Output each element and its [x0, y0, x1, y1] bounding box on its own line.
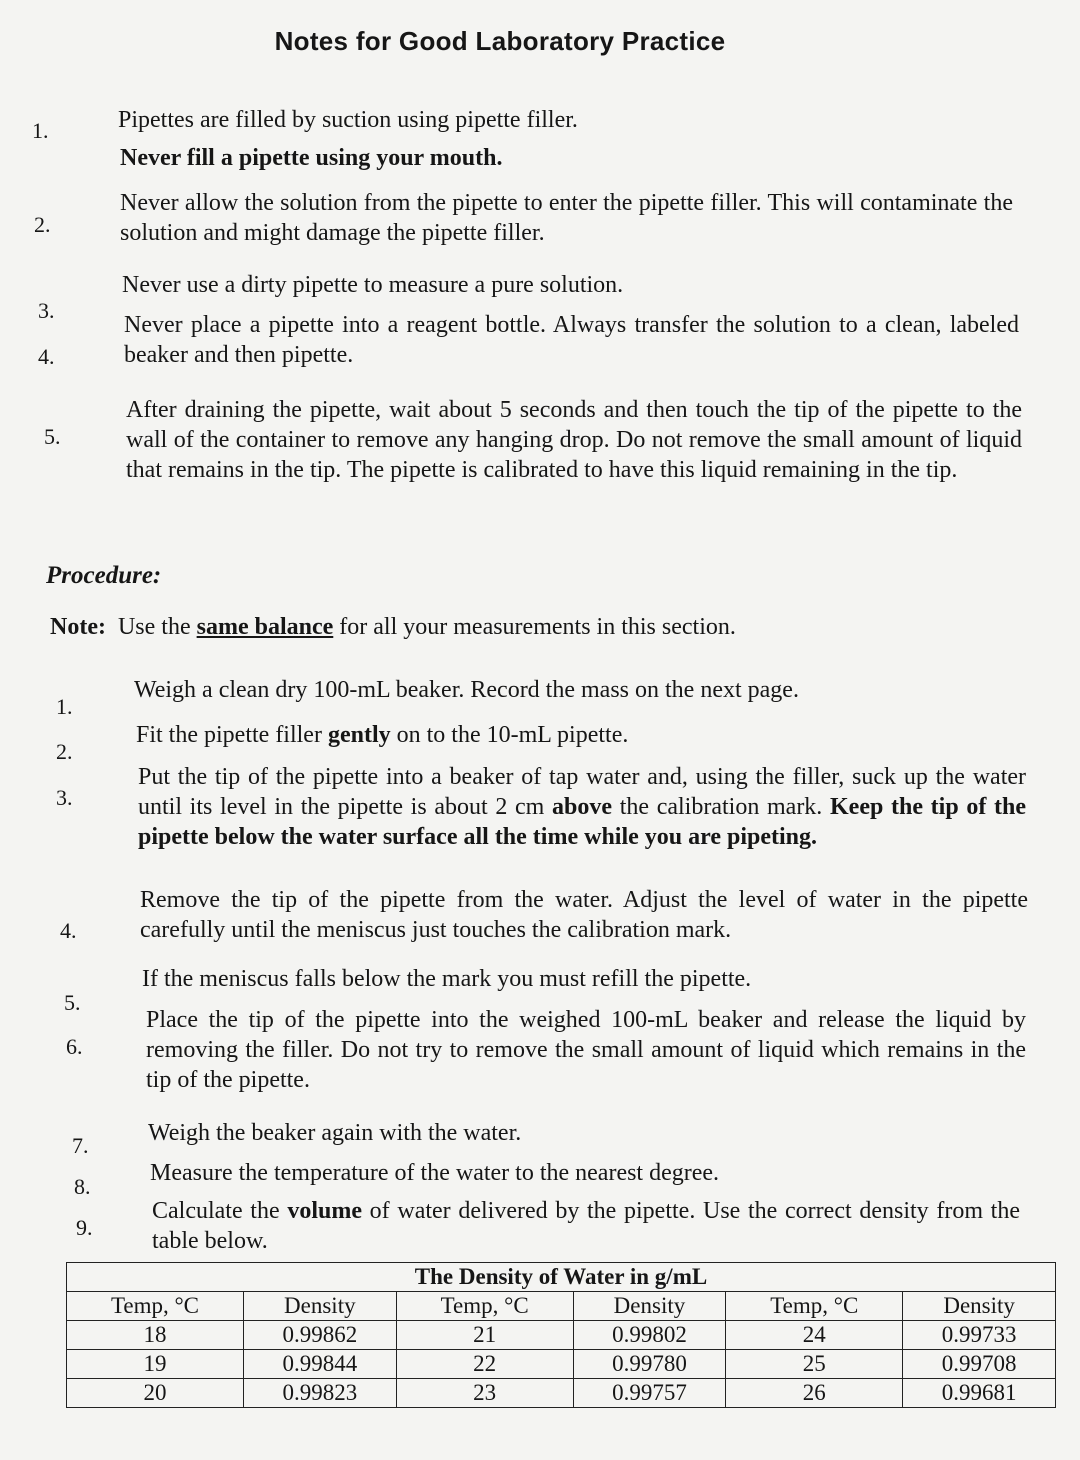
table-cell: 18	[67, 1321, 244, 1350]
bold-text-segment: above	[552, 794, 613, 820]
bold-text-segment: Never fill a pipette using your mouth.	[120, 145, 503, 171]
bold-text-segment: gently	[327, 722, 391, 748]
header-temp-3: Temp, °C	[726, 1292, 903, 1321]
note-5-text	[126, 395, 1022, 485]
step-number-7: 7.	[72, 1133, 89, 1158]
text-segment: Put the tip of the pipette into a beaker of tap water and, using the filler, suck up the water until its level in the pipette is about 2 cm	[138, 764, 1026, 820]
step-number-1: 1.	[56, 694, 73, 719]
text-segment: the calibration mark.	[612, 794, 830, 820]
text-segment: Never allow the solution from the pipette to enter the pipette filler. This will contaminate the solution and might damage the pipette filler.	[120, 190, 1013, 246]
text-segment: Place the tip of the pipette into the weighed 100-mL beaker and release the liquid by removing the filler. Do not try to remove the small amount of liquid which remains in the tip of the pipette.	[146, 1007, 1026, 1093]
table-cell: 26	[726, 1379, 903, 1408]
table-caption: The Density of Water in g/mL	[67, 1263, 1056, 1292]
step-8-text	[150, 1158, 1025, 1188]
table-cell: 0.99733	[903, 1321, 1056, 1350]
step-2-text	[136, 720, 1016, 750]
text-segment: Never use a dirty pipette to measure a pure solution.	[122, 272, 624, 298]
step-number-6: 6.	[66, 1034, 83, 1059]
table-cell: 21	[396, 1321, 573, 1350]
table-cell: 24	[726, 1321, 903, 1350]
step-6-text	[146, 1005, 1026, 1095]
table-header-row	[67, 1292, 1056, 1321]
step-number-5: 5.	[64, 990, 81, 1015]
note-4-text	[124, 310, 1019, 370]
page-title: Notes for Good Laboratory Practice	[274, 26, 726, 56]
step-number-9: 9.	[76, 1215, 93, 1240]
header-density-2: Density	[573, 1292, 726, 1321]
step-number-4: 4.	[60, 918, 77, 943]
text-segment: Never place a pipette into a reagent bottle. Always transfer the solution to a clean, labeled beaker and then pipette.	[124, 312, 1019, 368]
step-number-3: 3.	[56, 785, 73, 810]
note-number-3: 3.	[38, 298, 55, 323]
table-cell: 0.99757	[573, 1379, 726, 1408]
text-segment: Calculate the	[152, 1198, 288, 1224]
note-pre: Use the	[117, 614, 191, 640]
table-cell: 20	[67, 1379, 244, 1408]
note-emphasis: same balance	[196, 614, 334, 640]
text-segment: on to the 10-mL pipette.	[390, 722, 629, 748]
text-segment: Pipettes are filled by suction using pipette filler.	[118, 107, 578, 133]
text-segment: Weigh the beaker again with the water.	[148, 1120, 522, 1146]
bold-text-segment: Keep the tip of the pipette below the water surface all the time while you are pipeting.	[138, 794, 1027, 850]
text-segment: After draining the pipette, wait about 5 seconds and then touch the tip of the pipette to the wall of the container to remove any hanging drop. Do not remove the small amount of liquid that remains in the tip. The pipette is calibrated to have this liquid remaining in the tip.	[126, 397, 1022, 483]
note-number-4: 4.	[38, 344, 55, 369]
text-segment: Remove the tip of the pipette from the water. Adjust the level of water in the pipette carefully until the meniscus just touches the calibration mark.	[140, 887, 1028, 943]
table-cell: 19	[67, 1350, 244, 1379]
density-table	[66, 1262, 1056, 1408]
table-row	[67, 1350, 1056, 1379]
table-cell: 0.99844	[243, 1350, 396, 1379]
table-row	[67, 1321, 1056, 1350]
note-number-1: 1.	[32, 118, 49, 143]
text-segment: If the meniscus falls below the mark you must refill the pipette.	[142, 966, 752, 992]
note-number-2: 2.	[34, 212, 51, 237]
table-cell: 23	[396, 1379, 573, 1408]
step-3-text	[138, 762, 1026, 852]
note-1-text	[118, 105, 1018, 135]
header-temp-1: Temp, °C	[67, 1292, 244, 1321]
text-segment: Fit the pipette filler	[136, 722, 328, 748]
table-cell: 25	[726, 1350, 903, 1379]
step-5-text	[142, 964, 1026, 994]
table-row	[67, 1379, 1056, 1408]
table-cell: 0.99681	[903, 1379, 1056, 1408]
note-3-text	[122, 270, 1017, 300]
bold-text-segment: volume	[287, 1198, 362, 1224]
step-4-text	[140, 885, 1028, 945]
table-cell: 0.99862	[243, 1321, 396, 1350]
note-number-5: 5.	[44, 424, 61, 449]
text-segment: Measure the temperature of the water to the nearest degree.	[150, 1160, 720, 1186]
header-density-3: Density	[903, 1292, 1056, 1321]
note-1-warning	[120, 143, 1020, 173]
step-number-2: 2.	[56, 739, 73, 764]
step-9-text	[152, 1196, 1020, 1256]
note-2-text	[120, 188, 1013, 248]
step-7-text	[148, 1118, 1023, 1148]
note-post: for all your measurements in this section.	[339, 614, 736, 640]
procedure-heading: Procedure:	[46, 562, 162, 589]
table-cell: 0.99708	[903, 1350, 1056, 1379]
table-cell: 0.99780	[573, 1350, 726, 1379]
step-number-8: 8.	[74, 1174, 91, 1199]
text-segment: of water delivered by the pipette. Use the correct density from the table below.	[152, 1198, 1020, 1254]
procedure-note	[50, 614, 1010, 641]
header-density-1: Density	[243, 1292, 396, 1321]
header-temp-2: Temp, °C	[396, 1292, 573, 1321]
step-1-text	[134, 675, 1014, 705]
table-cell: 0.99823	[243, 1379, 396, 1408]
table-cell: 22	[396, 1350, 573, 1379]
table-cell: 0.99802	[573, 1321, 726, 1350]
note-label: Note:	[50, 614, 106, 640]
text-segment: Weigh a clean dry 100-mL beaker. Record the mass on the next page.	[134, 677, 799, 703]
